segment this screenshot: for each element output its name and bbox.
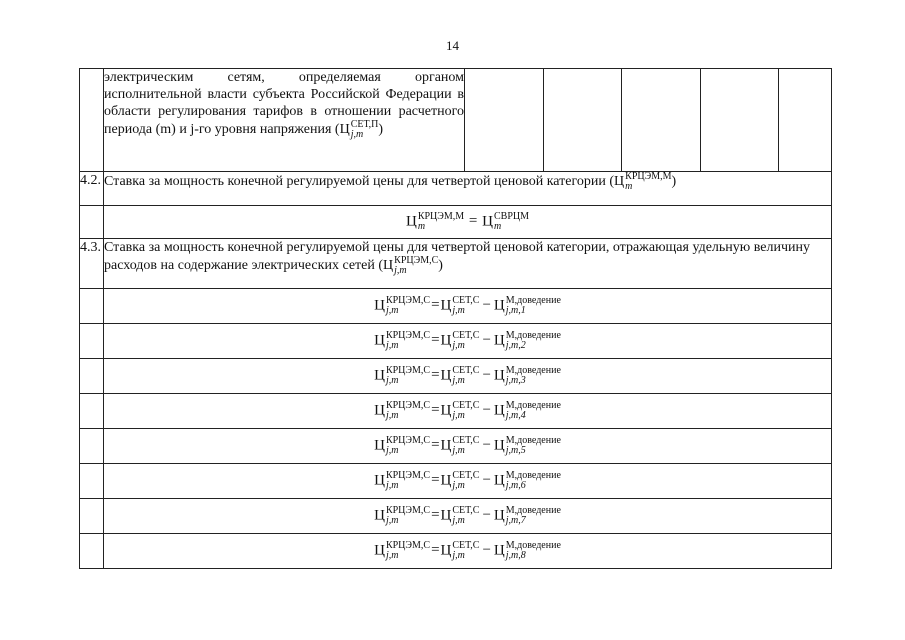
formula: Ц КРЦЭМ,С j,m =Ц СЕТ,С j,m − Ц М,доведение j,m,1	[374, 295, 561, 316]
row-number-cell	[80, 69, 104, 172]
formula-row	[80, 429, 832, 464]
formula-row	[80, 394, 832, 429]
value-cell	[701, 69, 779, 172]
row-heading	[104, 172, 832, 206]
formula-row	[80, 324, 832, 359]
inline-symbol: Ц СЕТ,П j,m	[339, 119, 379, 140]
table-row-continued	[80, 69, 832, 172]
description-text: электрическим сетям, определяемая органом исполнительной власти субъекта Российской Федерации в области регулирования тарифов в отношении расчетного периода (m) и j-го уровня напряжения (	[104, 70, 464, 138]
value-cell	[544, 69, 622, 172]
formula-cell	[104, 324, 832, 359]
value-cell	[622, 69, 701, 172]
formula-cell	[104, 534, 832, 569]
formula: Ц КРЦЭМ,С j,m =Ц СЕТ,С j,m − Ц М,доведение j,m,3	[374, 365, 561, 386]
formula-cell	[104, 359, 832, 394]
formula: Ц КРЦЭМ,С j,m =Ц СЕТ,С j,m − Ц М,доведение j,m,2	[374, 330, 561, 351]
page-number: 14	[446, 38, 459, 53]
formula-row	[80, 359, 832, 394]
formula-row	[80, 499, 832, 534]
formula: Ц КРЦЭМ,С j,m =Ц СЕТ,С j,m − Ц М,доведение j,m,7	[374, 505, 561, 526]
inline-symbol: Ц КРЦЭМ,С j,m	[383, 255, 439, 276]
formula-cell	[104, 464, 832, 499]
formula-cell	[104, 289, 832, 324]
formula: Ц КРЦЭМ,С j,m =Ц СЕТ,С j,m − Ц М,доведение j,m,8	[374, 540, 561, 561]
row-number-cell	[80, 206, 104, 239]
formula-row	[80, 534, 832, 569]
value-cell	[465, 69, 544, 172]
formula-row	[80, 289, 832, 324]
value-cell	[779, 69, 832, 172]
formula-cell	[104, 206, 832, 239]
formula-cell	[104, 394, 832, 429]
row-number: 4.2.	[80, 172, 104, 206]
row-description	[104, 69, 465, 172]
inline-symbol: Ц КРЦЭМ,М m	[614, 171, 672, 192]
closing-paren: )	[378, 122, 383, 138]
formula: Ц КРЦЭМ,М m = Ц СВРЦМ m	[405, 211, 529, 232]
row-heading	[104, 239, 832, 289]
formula: Ц КРЦЭМ,С j,m =Ц СЕТ,С j,m − Ц М,доведение j,m,5	[374, 435, 561, 456]
formula-row	[80, 206, 832, 239]
tariff-table	[79, 68, 832, 569]
formula-cell	[104, 499, 832, 534]
formula: Ц КРЦЭМ,С j,m =Ц СЕТ,С j,m − Ц М,доведение j,m,4	[374, 400, 561, 421]
row-number: 4.3.	[80, 239, 104, 289]
heading-text: Ставка за мощность конечной регулируемой цены для четвертой ценовой категории (	[104, 174, 615, 190]
table-row-4-2	[80, 172, 832, 206]
formula: Ц КРЦЭМ,С j,m =Ц СЕТ,С j,m − Ц М,доведение j,m,6	[374, 470, 561, 491]
heading-text: Ставка за мощность конечной регулируемой цены для четвертой ценовой категории, отражающая удельную величину расходов на содержание электрических сетей (	[104, 240, 810, 274]
table-row-4-3	[80, 239, 832, 289]
formula-row	[80, 464, 832, 499]
formula-cell	[104, 429, 832, 464]
closing-paren: )	[671, 174, 677, 190]
closing-paren: )	[438, 258, 443, 274]
